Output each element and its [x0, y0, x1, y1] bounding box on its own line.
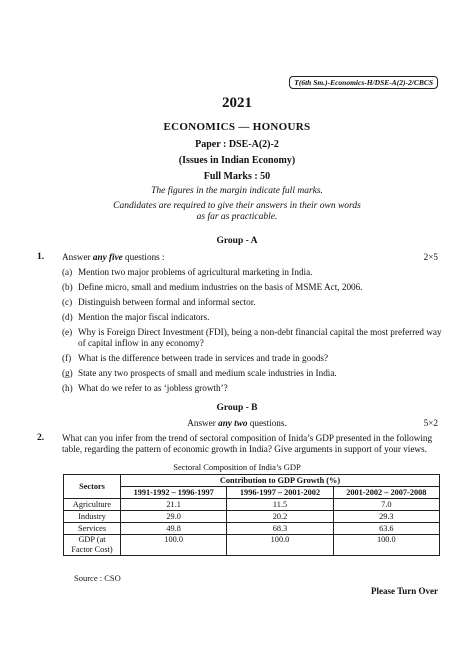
question-2-line-1: What can you infer from the trend of sectoral composition of Inida’s GDP presented in the following	[62, 433, 433, 443]
paper-code-title: Paper : DSE-A(2)-2	[195, 139, 279, 150]
q1-item-d: (d) Mention the major fiscal indicators.	[62, 312, 210, 322]
sector-cell: GDP (at Factor Cost)	[64, 535, 121, 556]
exam-year: 2021	[222, 95, 252, 111]
group-a-title: Group - A	[216, 236, 258, 246]
table-row	[64, 511, 440, 523]
table-row	[64, 499, 440, 511]
value-cell: 49.8	[121, 523, 227, 535]
gdp-composition-table	[63, 474, 440, 556]
table-source: Source : CSO	[74, 573, 121, 583]
group-b-instruction	[0, 418, 474, 428]
sector-cell: Industry	[64, 511, 121, 523]
period-header: 2001-2002 – 2007-2008	[333, 487, 439, 499]
question-1-number: 1.	[37, 252, 45, 262]
question-2-number: 2.	[37, 433, 45, 443]
sector-cell: Agriculture	[64, 499, 121, 511]
q1-item-e: (e) Why is Foreign Direct Investment (FDI), being a non-debt financial capital the most preferred way	[62, 327, 442, 337]
q1-item-b: (b) Define micro, small and medium industries on the basis of MSME Act, 2006.	[62, 282, 363, 292]
value-cell: 7.0	[333, 499, 439, 511]
question-2-line-2: table, regarding the pattern of economic growth in India? Give arguments in support of your views.	[62, 444, 427, 454]
q1-prefix: Answer	[62, 252, 93, 262]
full-marks: Full Marks : 50	[203, 171, 271, 182]
q1-item-c: (c) Distinguish between formal and informal sector.	[62, 297, 256, 307]
question-1-marks: 2×5	[423, 252, 438, 262]
group-b-marks: 5×2	[423, 418, 438, 428]
table-header-row	[64, 475, 440, 487]
instruction-margin: The figures in the margin indicate full marks.	[151, 186, 323, 196]
paper-topic: (Issues in Indian Economy)	[178, 155, 296, 166]
sector-cell: Services	[64, 523, 121, 535]
instruction-practicable: as far as practicable.	[196, 212, 278, 222]
value-cell: 100.0	[121, 535, 227, 556]
value-cell: 100.0	[227, 535, 333, 556]
value-cell: 63.6	[333, 523, 439, 535]
q1-emph: any five	[92, 252, 123, 262]
value-cell: 68.3	[227, 523, 333, 535]
q1-item-a: (a) Mention two major problems of agricultural marketing in India.	[62, 267, 313, 277]
q1-item-f: (f) What is the difference between trade in services and trade in goods?	[62, 353, 329, 363]
value-cell: 29.3	[333, 511, 439, 523]
q1-item-h: (h) What do we refer to as ‘jobless growth’?	[62, 383, 228, 393]
group-b-emph: any two	[218, 418, 248, 428]
paper-code: T(6th Sm.)-Economics-H/DSE-A(2)-2/CBCS	[289, 76, 438, 89]
period-header: 1996-1997 – 2001-2002	[227, 487, 333, 499]
contribution-header: Contribution to GDP Growth (%)	[121, 475, 440, 487]
please-turn-over: Please Turn Over	[371, 586, 438, 596]
value-cell: 100.0	[333, 535, 439, 556]
value-cell: 11.5	[227, 499, 333, 511]
subject-title: ECONOMICS — HONOURS	[163, 121, 311, 133]
value-cell: 29.0	[121, 511, 227, 523]
value-cell: 20.2	[227, 511, 333, 523]
value-cell: 21.1	[121, 499, 227, 511]
table-row	[64, 535, 440, 556]
table-row	[64, 523, 440, 535]
sectors-header: Sectors	[64, 475, 121, 499]
group-b-prefix: Answer	[187, 418, 219, 428]
q1-item-g: (g) State any two prospects of small and medium scale industries in India.	[62, 368, 337, 378]
instruction-own-words: Candidates are required to give their answers in their own words	[113, 201, 361, 211]
period-header: 1991-1992 – 1996-1997	[121, 487, 227, 499]
q1-item-e-continued: of capital inflow in any economy?	[78, 338, 204, 348]
table-period-row	[64, 487, 440, 499]
q1-suffix: questions :	[122, 252, 165, 262]
table-caption: Sectoral Composition of India’s GDP	[173, 462, 301, 472]
question-1-instruction	[62, 252, 165, 262]
group-b-suffix: questions.	[247, 418, 287, 428]
group-b-title: Group - B	[216, 403, 258, 413]
